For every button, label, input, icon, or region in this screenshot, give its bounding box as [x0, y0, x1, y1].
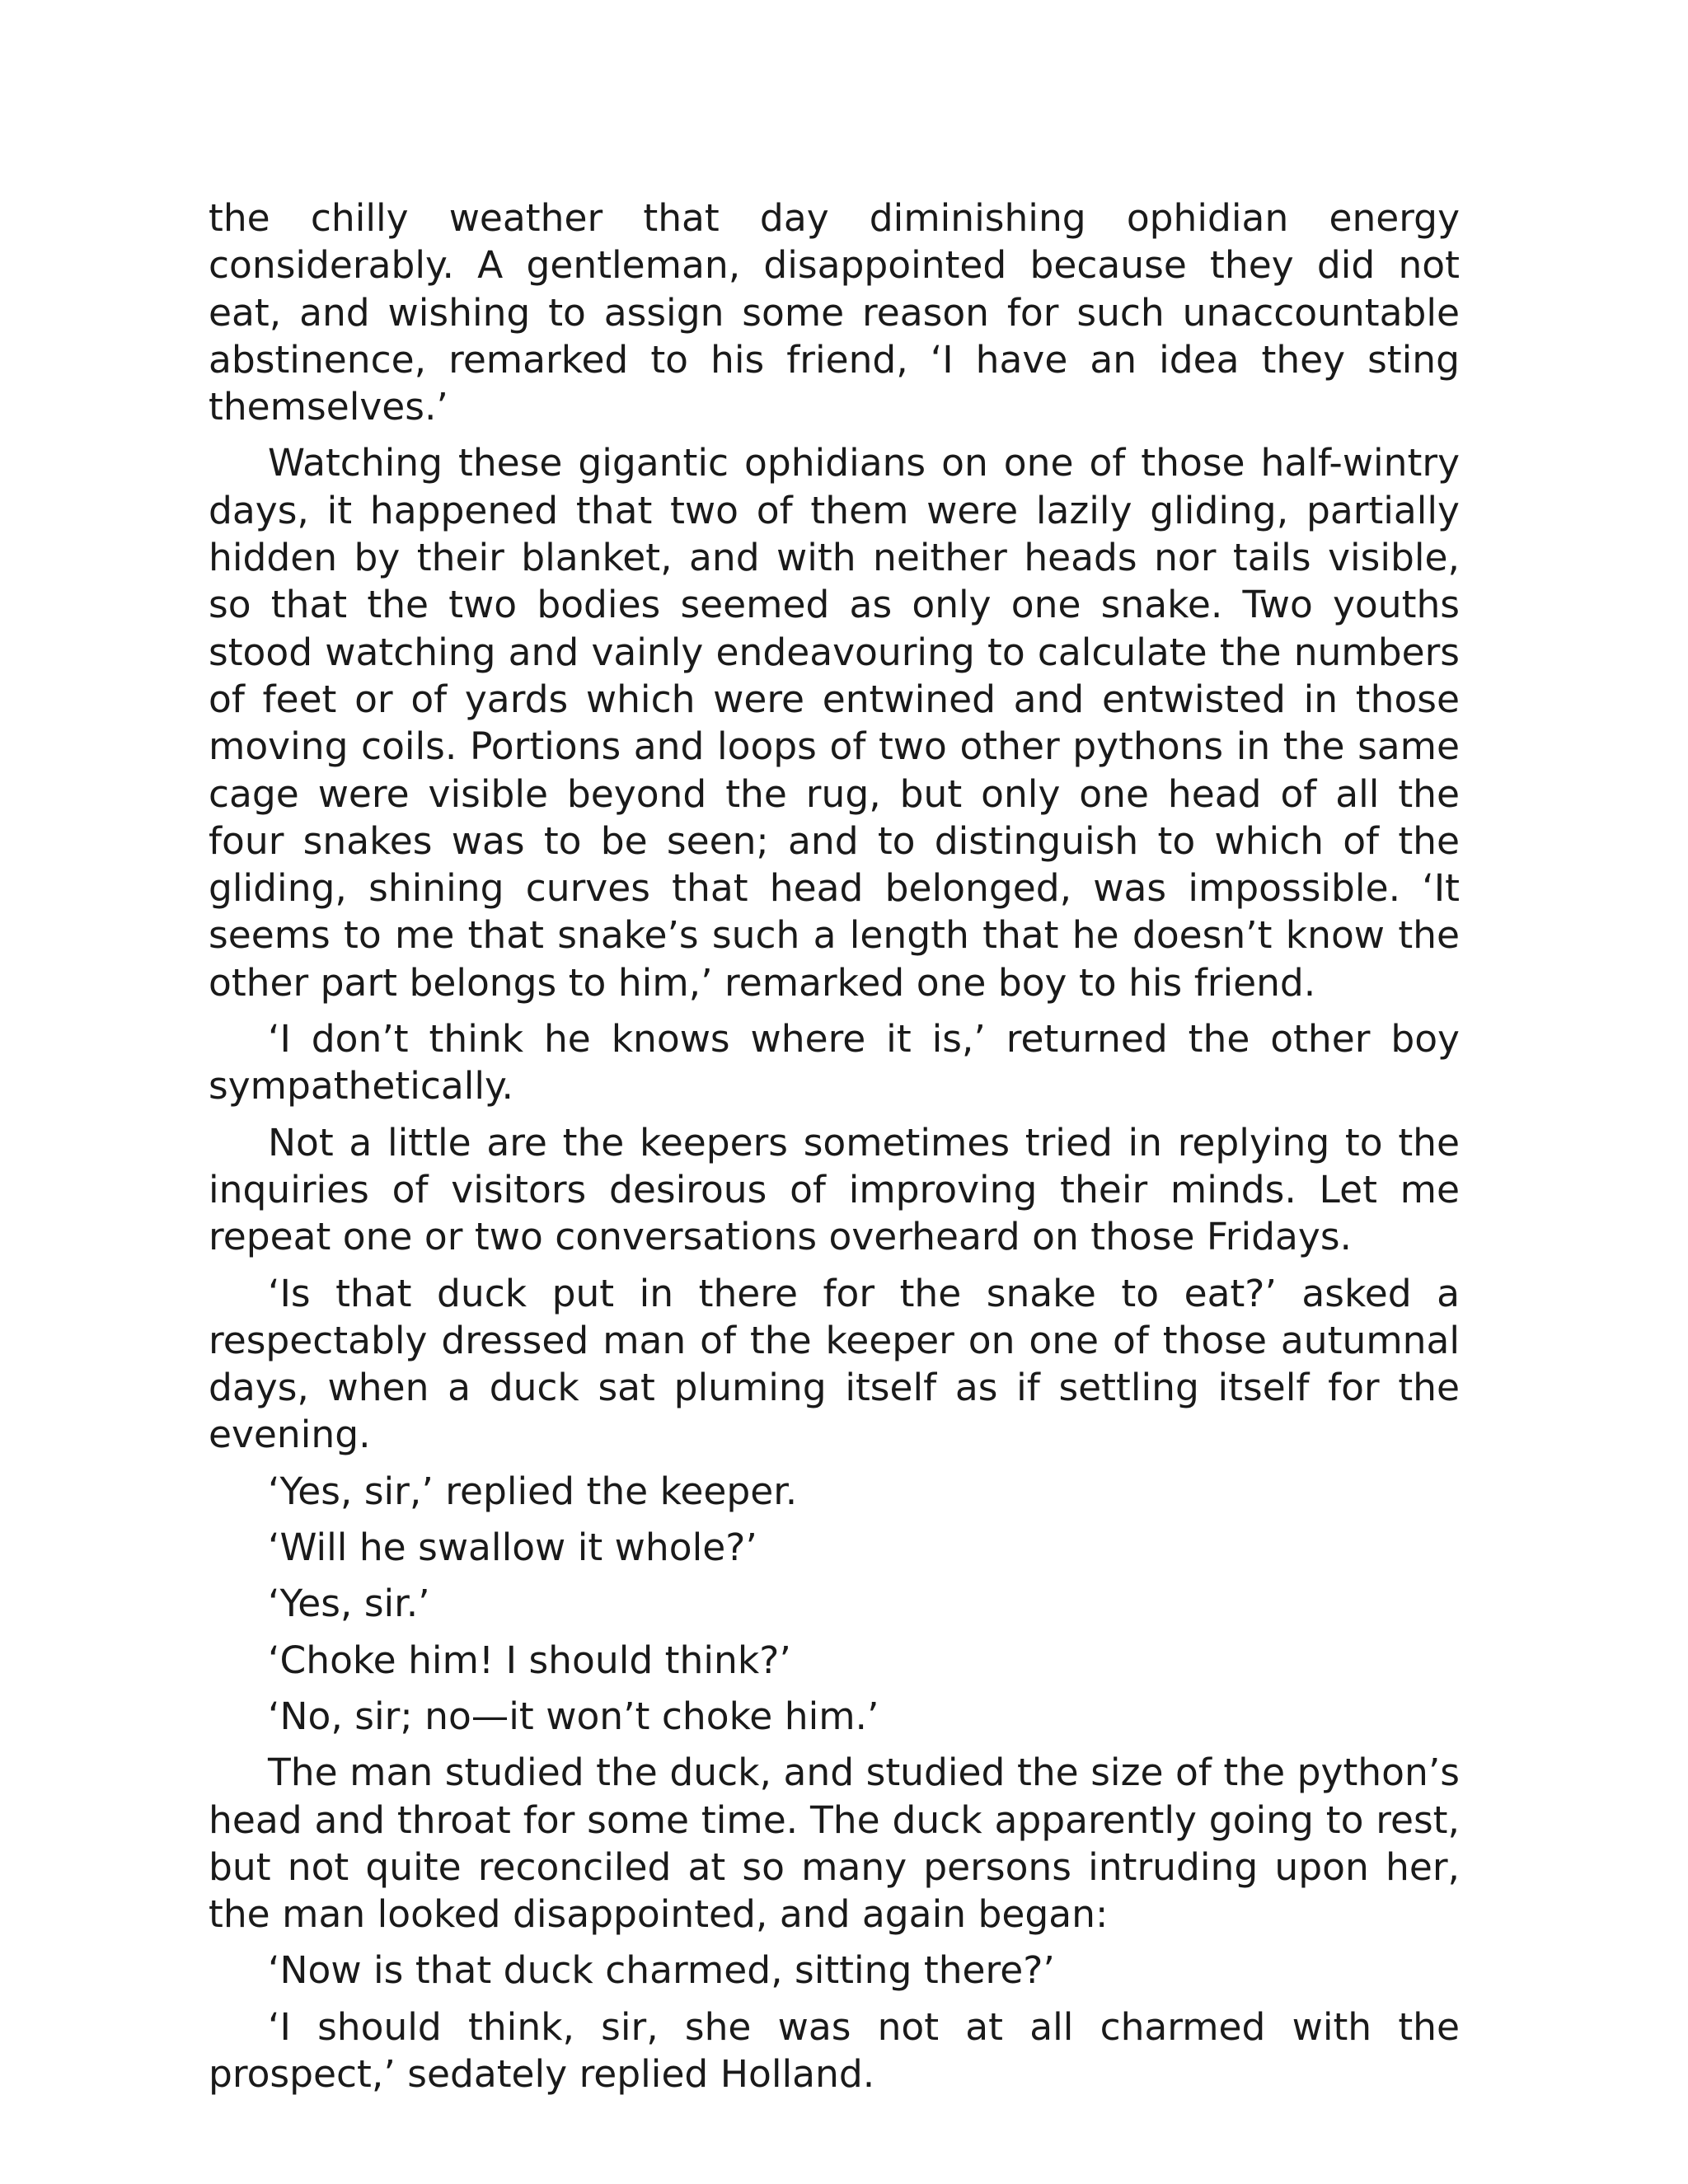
page-body — [209, 194, 1460, 2107]
paragraph-dialogue: ‘Yes, sir.’ — [268, 1582, 430, 1626]
paragraph-dialogue: ‘Yes, sir,’ replied the keeper. — [268, 1469, 798, 1513]
paragraph-holland-reply: ‘I should think, sir, she was not at all charmed with the prospect,’ sedately replied Holland. — [209, 2004, 1460, 2096]
paragraph-dialogue: ‘Choke him! I should think?’ — [268, 1638, 791, 1682]
paragraph-dialogue: ‘No, sir; no—it won’t choke him.’ — [268, 1694, 879, 1738]
paragraph-continued: the chilly weather that day diminishing ophidian energy considerably. A gentleman, disappointed because they did not eat, and wishing to assign some reason for such unaccountable abstinence, remarked to his friend, ‘I have an idea they sting themselves.’ — [209, 196, 1460, 429]
paragraph-duck-question: ‘Is that duck put in there for the snake to eat?’ asked a respectably dressed man of the keeper on one of those autumnal days, when a duck sat pluming itself as if settling itself for the evening. — [209, 1271, 1460, 1457]
paragraph-other-boy: ‘I don’t think he knows where it is,’ returned the other boy sympathetically. — [209, 1017, 1460, 1108]
paragraph-dialogue: ‘Will he swallow it whole?’ — [268, 1526, 757, 1570]
paragraph-pythons-gliding: Watching these gigantic ophidians on one of those half-wintry days, it happened that two of them were lazily gliding, partially hidden by their blanket, and with neither heads nor tails visible, so that the two bodies seemed as only one snake. Two youths stood watching and vainly endeavouring to calculate the numbers of feet or of yards which were entwined and entwisted in those moving coils. Portions and loops of two other pythons in the same cage were visible beyond the rug, but only one head of all the four snakes was to be seen; and to distinguish to which of the gliding, shining curves that head belonged, was impossible. ‘It seems to me that snake’s such a length that he doesn’t know the other part belongs to him,’ remarked one boy to his friend. — [209, 441, 1460, 1005]
paragraph-keepers: Not a little are the keepers sometimes tried in replying to the inquiries of visitors desirous of improving their minds. Let me repeat one or two conversations overheard on those Fridays. — [209, 1120, 1460, 1259]
paragraph-dialogue: ‘Now is that duck charmed, sitting there?’ — [268, 1948, 1055, 1993]
paragraph-man-studied: The man studied the duck, and studied the size of the python’s head and throat for some time. The duck apparently going to rest, but not quite reconciled at so many persons intruding upon her, the man looked disappointed, and again began: — [209, 1750, 1460, 1937]
